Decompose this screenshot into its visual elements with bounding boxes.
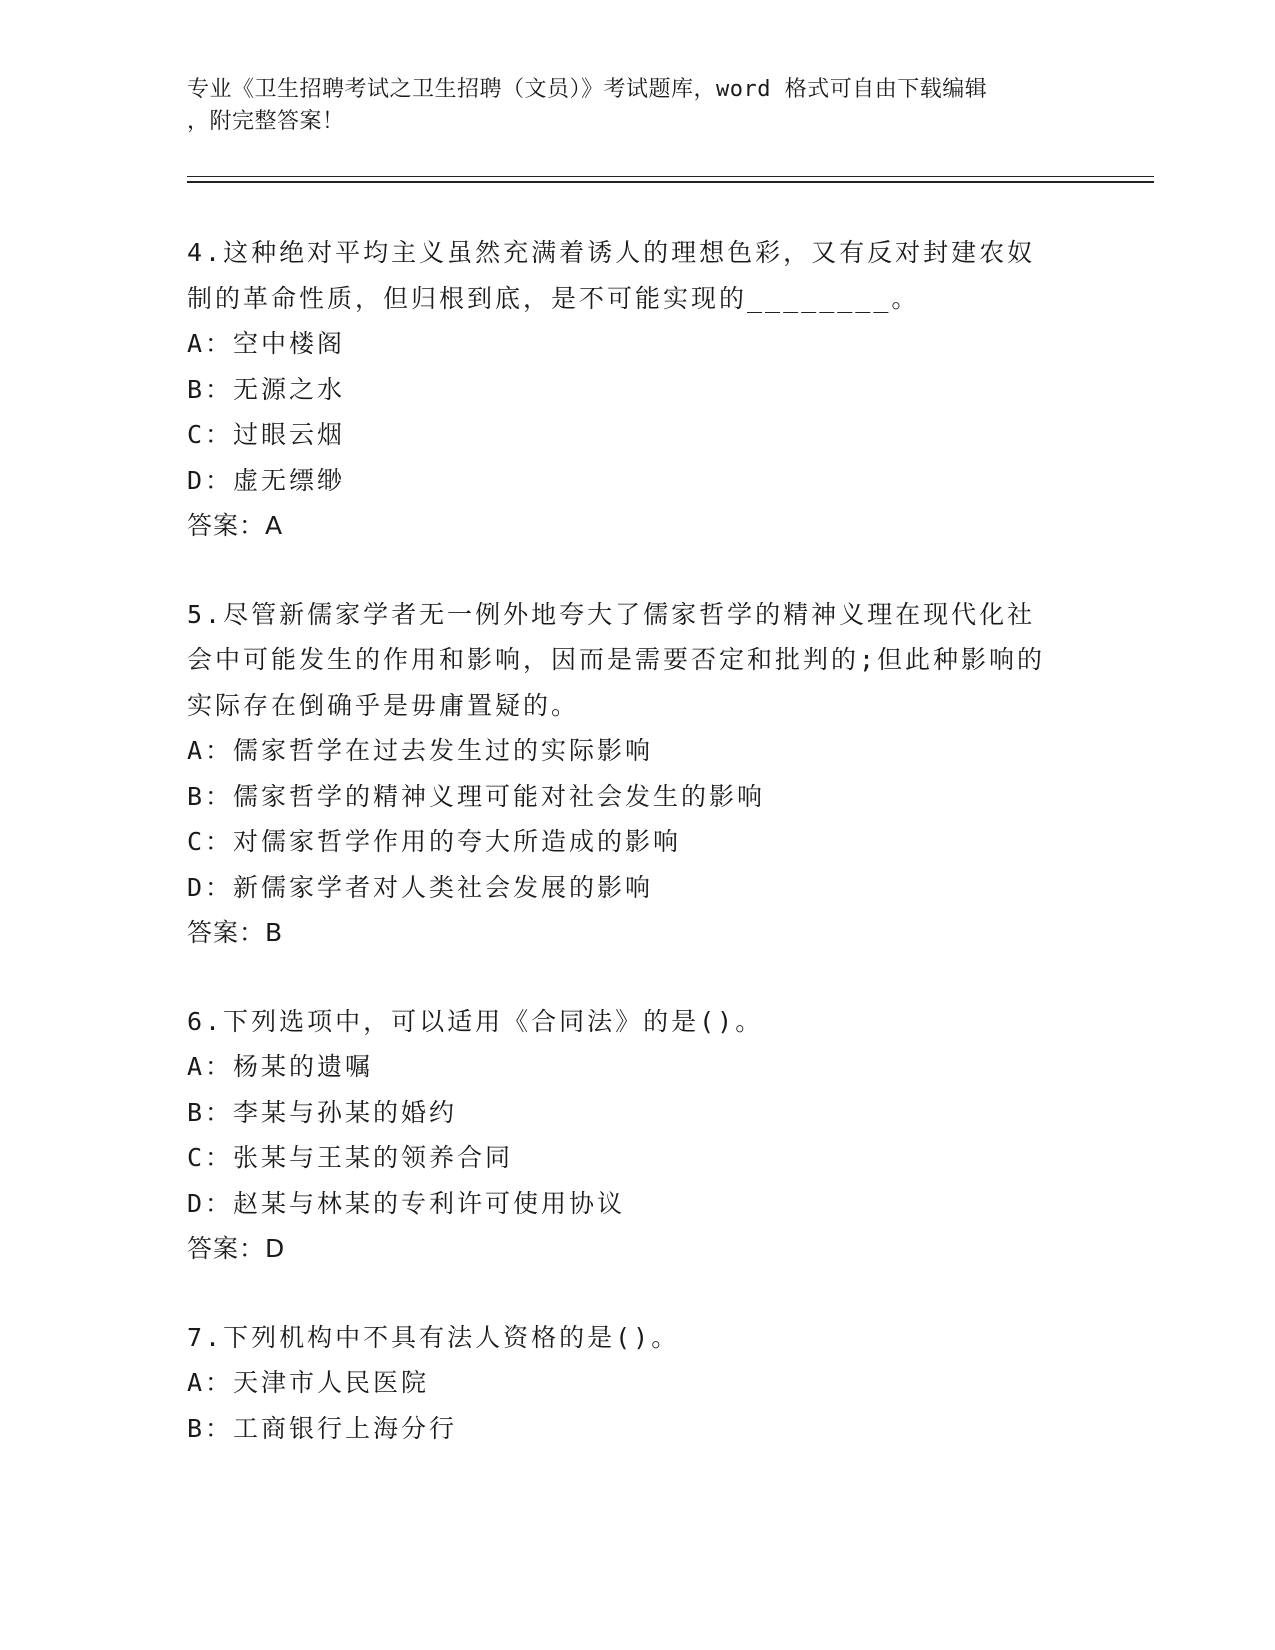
question-item [187,592,1087,956]
header-line-1: 专业《卫生招聘考试之卫生招聘（文员）》考试题库，word 格式可自由下载编辑 [187,77,988,102]
header-divider-bottom [187,181,1154,183]
question-stem-line: 实际存在倒确乎是毋庸置疑的。 [187,690,580,720]
option-b: B：儒家哲学的精神义理可能对社会发生的影响 [187,781,766,811]
option-a: A：儒家哲学在过去发生过的实际影响 [187,736,654,765]
option-d: D：虚无缥缈 [187,465,346,495]
option-c: C：过眼云烟 [187,420,346,449]
option-d: D：赵某与林某的专利许可使用协议 [187,1188,626,1218]
option-a: A：天津市人民医院 [187,1368,430,1397]
question-item [187,999,1087,1272]
question-item [187,1315,1087,1452]
question-stem-line: 6.下列选项中，可以适用《合同法》的是()。 [187,1006,764,1036]
header-divider-top [187,176,1154,177]
option-c: C：张某与王某的领养合同 [187,1143,514,1172]
answer-line: 答案：B [187,918,284,947]
option-a: A：杨某的遗嘱 [187,1052,374,1081]
question-item [187,230,1087,549]
answer-line: 答案：A [187,511,284,540]
option-b: B：李某与孙某的婚约 [187,1097,458,1127]
question-stem-line: 会中可能发生的作用和影响，因而是需要否定和批判的;但此种影响的 [187,645,1046,674]
document-header [187,74,1087,138]
option-b: B：工商银行上海分行 [187,1413,458,1443]
question-stem-line: 制的革命性质，但归根到底，是不可能实现的________。 [187,283,920,313]
option-a: A：空中楼阁 [187,329,346,358]
question-stem-line: 7.下列机构中不具有法人资格的是()。 [187,1322,680,1352]
question-stem-line: 4.这种绝对平均主义虽然充满着诱人的理想色彩，又有反对封建农奴 [187,238,1036,267]
option-d: D：新儒家学者对人类社会发展的影响 [187,872,654,902]
option-b: B：无源之水 [187,374,346,404]
question-stem-line: 5.尽管新儒家学者无一例外地夸大了儒家哲学的精神义理在现代化社 [187,599,1036,629]
header-line-2: ，附完整答案！ [187,109,345,134]
option-c: C：对儒家哲学作用的夸大所造成的影响 [187,827,682,856]
answer-line: 答案：D [187,1234,286,1263]
question-list [187,230,1087,1494]
